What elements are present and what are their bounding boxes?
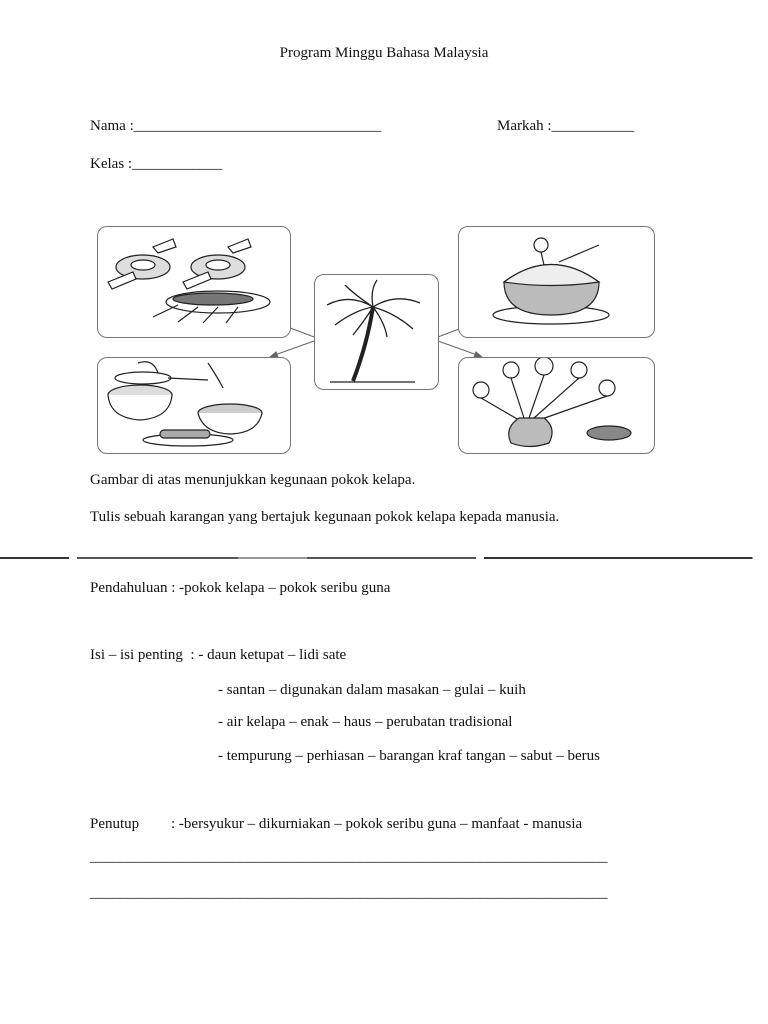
kelas-field[interactable]: Kelas :____________ <box>90 156 223 172</box>
panel-ketupat-satay <box>97 226 291 338</box>
outline-isi-label: Isi – isi penting : - daun ketupat – lidi sate <box>90 647 347 663</box>
panel-coconut-tree <box>314 274 439 390</box>
instruction-1: Gambar di atas menunjukkan kegunaan pokok kelapa. <box>90 472 416 488</box>
instruction-2: Tulis sebuah karangan yang bertajuk kegunaan pokok kelapa kepada manusia. <box>90 509 560 525</box>
outline-penutup-label: Penutup <box>90 816 140 832</box>
page-title: Program Minggu Bahasa Malaysia <box>279 45 489 61</box>
outline-isi-point: - air kelapa – enak – haus – perubatan tradisional <box>218 714 513 730</box>
outline-penutup: : -bersyukur – dikurniakan – pokok seribu guna – manfaat - manusia <box>171 816 583 832</box>
flower-vase-brush-icon <box>459 358 654 453</box>
coconut-tree-icon <box>315 275 438 389</box>
panel-coconut-drink <box>458 226 655 338</box>
divider-line <box>0 557 768 559</box>
ketupat-satay-icon <box>98 227 290 337</box>
cooking-icon <box>98 358 290 453</box>
markah-field[interactable]: Markah :___________ <box>497 118 635 134</box>
nama-field[interactable]: Nama :_________________________________ <box>90 118 382 134</box>
answer-blank-line[interactable]: _____________________________________________________________________ <box>90 849 608 865</box>
outline-isi-point: - tempurung – perhiasan – barangan kraf tangan – sabut – berus <box>218 748 600 764</box>
panel-cooking <box>97 357 291 454</box>
coconut-drink-icon <box>459 227 654 337</box>
outline-isi-point: - santan – digunakan dalam masakan – gulai – kuih <box>218 682 526 698</box>
answer-blank-line[interactable]: _____________________________________________________________________ <box>90 885 608 901</box>
panel-crafts <box>458 357 655 454</box>
outline-pendahuluan: Pendahuluan : -pokok kelapa – pokok seribu guna <box>90 580 391 596</box>
